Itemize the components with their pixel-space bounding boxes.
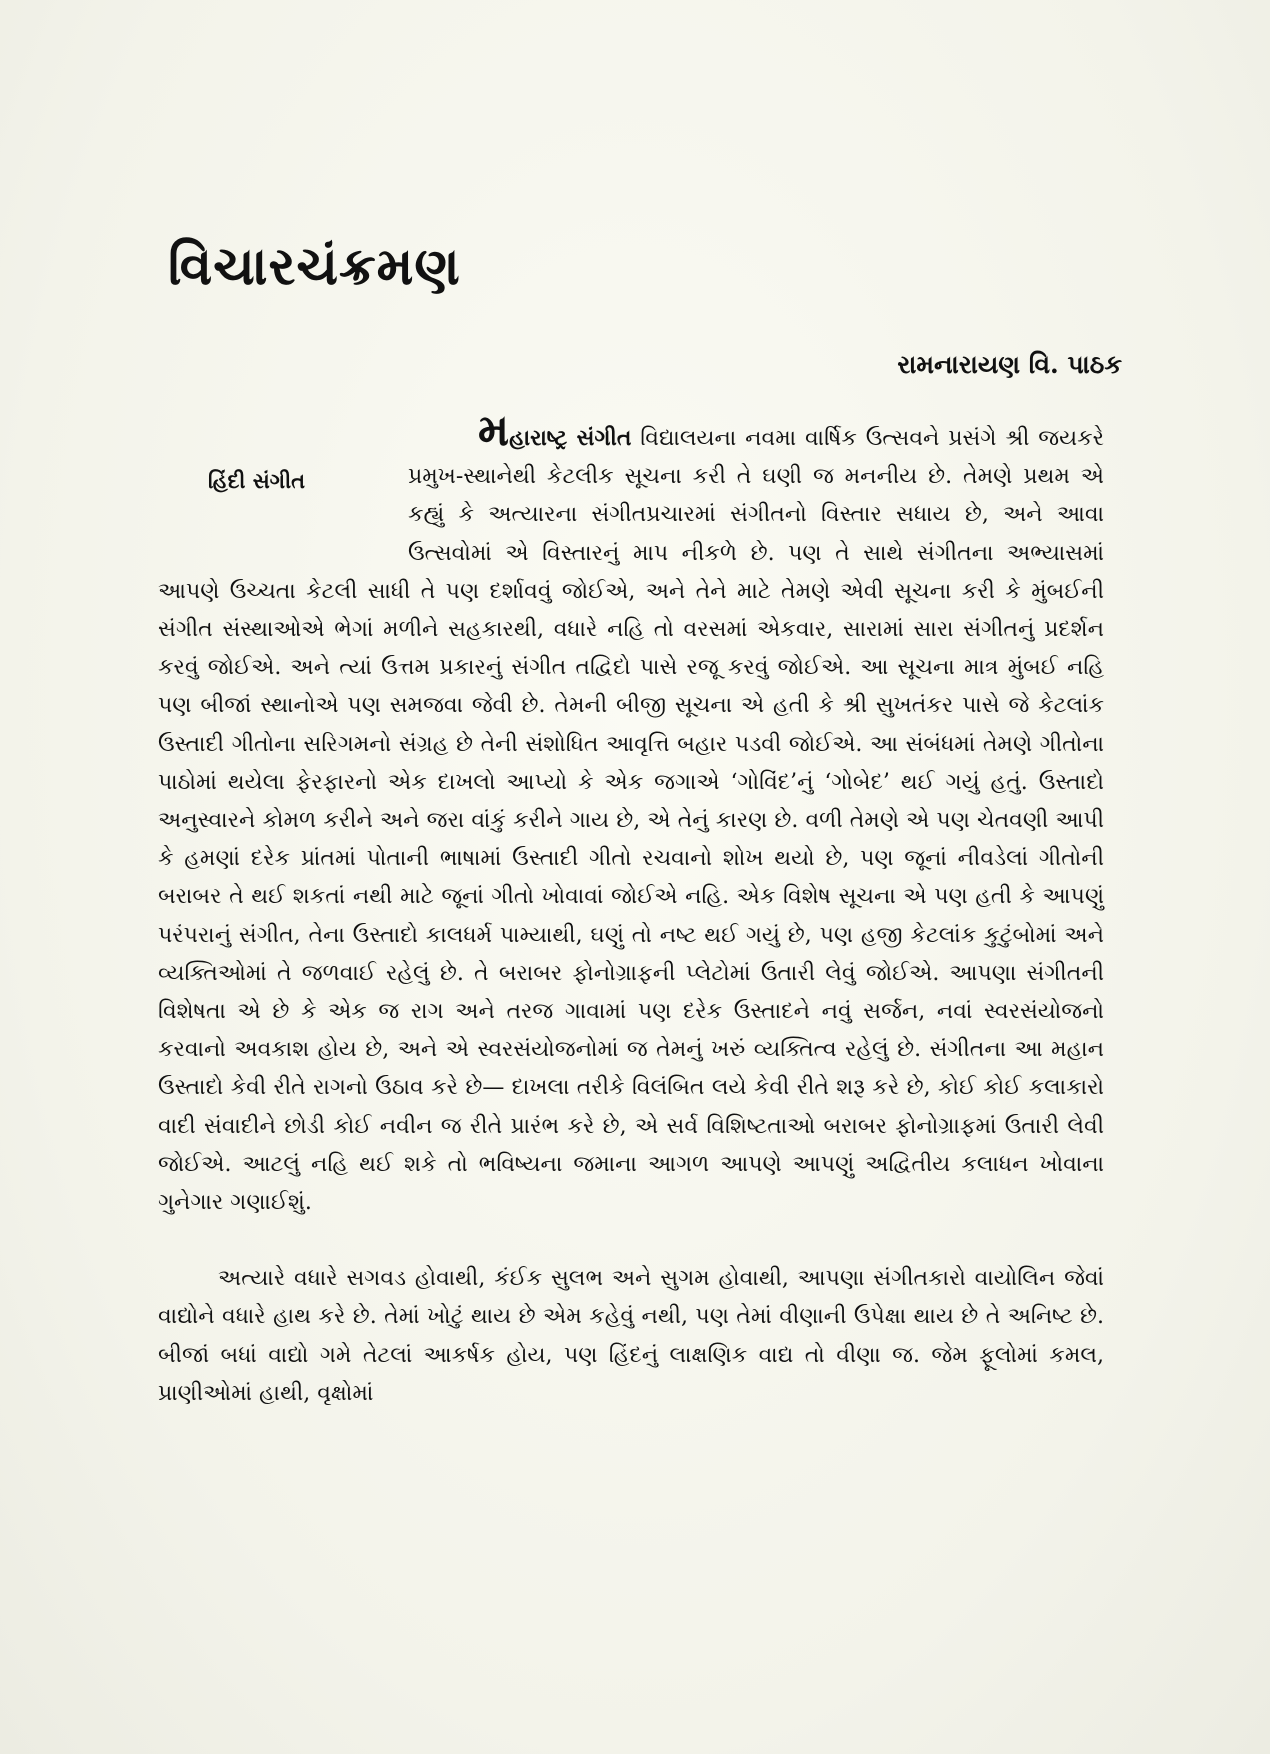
paragraph-1 [158,405,1105,1222]
paragraph-1-text: વિદ્યાલયના નવમા વાર્ષિક ઉત્સવને પ્રસંગે શ્રી જયકરે પ્રમુખ-સ્થાનેથી કેટલીક સૂચના કરી તે ઘણી જ મનનીય છે. તેમણે પ્રથમ એ કહ્યું કે અત્યારના સંગીતપ્રચારમાં સંગીતનો વિસ્તાર સધાય છે, અને આવા ઉત્સવોમાં એ વિસ્તારનું માપ નીકળે છે. પણ તે સાથે સંગીતના અભ્યાસમાં આપણે ઉચ્ચતા કેટલી સાધી તે પણ દર્શાવવું જોઈએ, અને તેને માટે તેમણે એવી સૂચના કરી કે મુંબઈની સંગીત સંસ્થાઓએ ભેગાં મળીને સહકારથી, વધારે નહિ તો વરસમાં એકવાર, સારામાં સારા સંગીતનું પ્રદર્શન કરવું જોઈએ. અને ત્યાં ઉત્તમ પ્રકારનું સંગીત તદ્વિદો પાસે રજૂ કરવું જોઈએ. આ સૂચના માત્ર મુંબઈ નહિ પણ બીજાં સ્થાનોએ પણ સમજવા જેવી છે. તેમની બીજી સૂચના એ હતી કે શ્રી સુખતંકર પાસે જે કેટલાંક ઉસ્તાદી ગીતોના સરિગમનો સંગ્રહ છે તેની સંશોધિત આવૃત્તિ બહાર પડવી જોઈએ. આ સંબંધમાં તેમણે ગીતોના પાઠોમાં થયેલા ફેરફારનો એક દાખલો આપ્યો કે એક જગાએ ‘ગોવિંદ’નું ‘ગોબેદ’ થઈ ગયું હતું. ઉસ્તાદો અનુસ્વારને કોમળ કરીને અને જરા વાંકું કરીને ગાય છે, એ તેનું કારણ છે. વળી તેમણે એ પણ ચેતવણી આપી કે હમણાં દરેક પ્રાંતમાં પોતાની ભાષામાં ઉસ્તાદી ગીતો રચવાનો શોખ થયો છે, પણ જૂનાં નીવડેલાં ગીતોની બરાબર તે થઈ શકતાં નથી માટે જૂનાં ગીતો ખોવાવાં જોઈએ નહિ. એક વિશેષ સૂચના એ પણ હતી કે આપણું પરંપરાનું સંગીત, તેના ઉસ્તાદો કાલધર્મ પામ્યાથી, ઘણું તો નષ્ટ થઈ ગયું છે, પણ હજી કેટલાંક કુટુંબોમાં અને વ્યક્તિઓમાં તે જળવાઈ રહેલું છે. તે બરાબર ફોનોગ્રાફની પ્લેટોમાં ઉતારી લેવું જોઈએ. આપણા સંગીતની વિશેષતા એ છે કે એક જ રાગ અને તરજ ગાવામાં પણ દરેક ઉસ્તાદને નવું સર્જન, નવાં સ્વરસંયોજનો કરવાનો અવકાશ હોય છે, અને એ સ્વરસંયોજનોમાં જ તેમનું ખરું વ્યક્તિત્વ રહેલું છે. સંગીતના આ મહાન ઉસ્તાદો કેવી રીતે રાગનો ઉઠાવ કરે છે— દાખલા તરીકે વિલંબિત લયે કેવી રીતે શરૂ કરે છે, કોઈ કોઈ કલાકારો વાદી સંવાદીને છોડી કોઈ નવીન જ રીતે પ્રારંભ કરે છે, એ સર્વ વિશિષ્ટતાઓ બરાબર ફોનોગ્રાફમાં ઉતારી લેવી જોઈએ. આટલું નહિ થઈ શકે તો ભવિષ્યના જમાના આગળ આપણે આપણું અદ્વિતીય કલાધન ખોવાના ગુનેગાર ગણાઈશું. [158,426,1105,1216]
drop-cap: મ [478,405,510,456]
article-title: વિચારચંક્રમણ [168,236,461,297]
side-heading: હિંદી સંગીત [208,468,306,493]
author-name: રામનારાયણ વિ. પાઠક [897,350,1122,379]
lead-bold-text: હારાષ્ટ્ર સંગીત [509,425,632,451]
paragraph-2: અત્યારે વધારે સગવડ હોવાથી, કંઈક સુલભ અને સુગમ હોવાથી, આપણા સંગીતકારો વાયોલિન જેવાં વાદ્યોને વધારે હાથ કરે છે. તેમાં ખોટું થાય છે એમ કહેવું નથી, પણ તેમાં વીણાની ઉપેક્ષા થાય છે તે અનિષ્ટ છે. બીજાં બધાં વાદ્યો ગમે તેટલાં આકર્ષક હોય, પણ હિંદનું લાક્ષણિક વાદ્ય તો વીણા જ. જેમ ફૂલોમાં કમલ, પ્રાણીઓમાં હાથી, વૃક્ષોમાં [158,1266,1104,1406]
article-body [158,405,1105,1413]
